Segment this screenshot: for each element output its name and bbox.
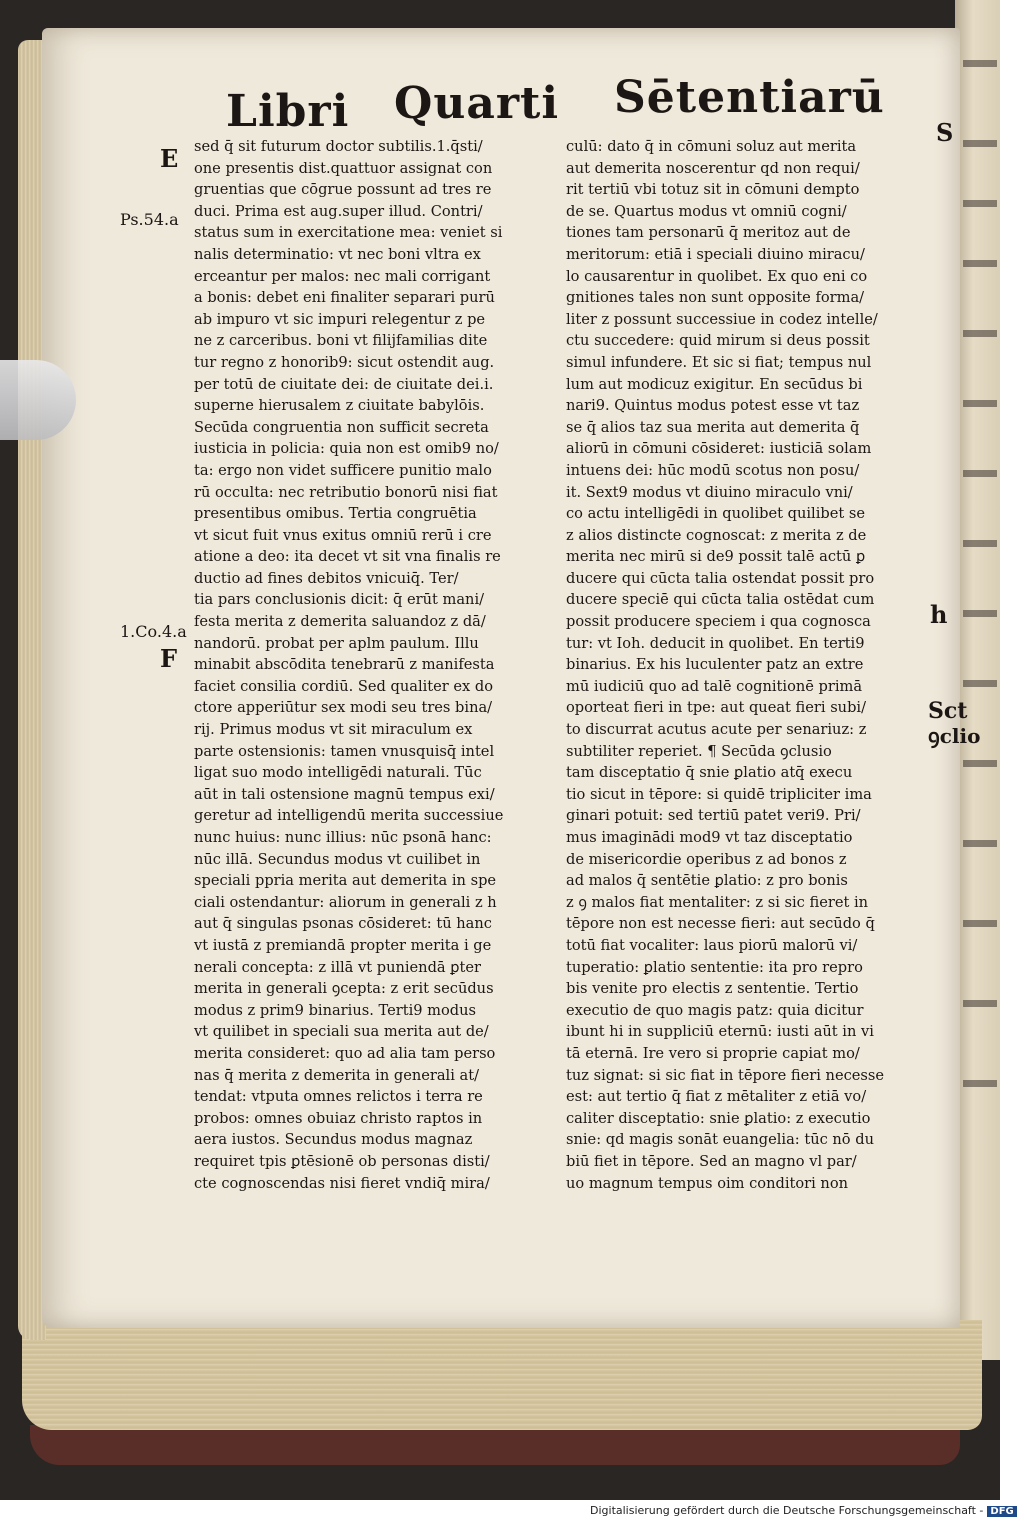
text-line: rū occulta: nec retributio bonorū nisi fiat — [194, 483, 498, 501]
running-head-word: Sētentiarū — [614, 72, 885, 123]
text-line: tā eternā. Ire vero si proprie capiat mo/ — [566, 1044, 860, 1062]
text-line: nandorū. probat per aplm paulum. Illu — [194, 634, 479, 652]
text-line: bis venite pro electis z sententie. Tertio — [566, 980, 859, 998]
text-line: probos: omnes obuiaz christo raptos in — [194, 1109, 483, 1127]
text-line: it. Sext9 modus vt diuino miraculo vni/ — [566, 483, 853, 501]
margin-reference: 1.Co.4.a — [120, 622, 187, 641]
text-line: biū fiet in tēpore. Sed an magno vl par/ — [566, 1152, 857, 1170]
text-line: merita in generali ꝯcepta: z erit secūdus — [194, 980, 494, 998]
text-line: duci. Prima est aug.super illud. Contri/ — [194, 202, 483, 220]
running-head — [0, 72, 1000, 142]
text-line: geretur ad intelligendū merita successiue — [194, 807, 504, 825]
text-line: tio sicut in tēpore: si quidē tripliciter ima — [566, 785, 872, 803]
text-line: subtiliter reperiet. ¶ Secūda ꝯclusio — [566, 742, 832, 760]
text-line: uo magnum tempus oim conditori non — [566, 1174, 849, 1192]
text-line: rit tertiū vbi totuz sit in cōmuni dempto — [566, 181, 860, 199]
facing-page-text: Sct — [928, 698, 968, 724]
text-line: ab impuro vt sic impuri relegentur z pe — [194, 310, 486, 328]
text-line: faciet consilia cordiū. Sed qualiter ex do — [194, 677, 494, 695]
margin-letter: S — [936, 118, 954, 147]
text-line: ductio ad fines debitos vnicuiq̄. Ter/ — [194, 569, 459, 587]
margin-letter: h — [930, 600, 948, 629]
text-line: oporteat fieri in tpe: aut queat fieri subi/ — [566, 699, 867, 717]
text-line: co actu intelligēdi in quolibet quilibet se — [566, 505, 865, 523]
text-line: tia pars conclusionis dicit: q̄ erūt mani/ — [194, 591, 485, 609]
text-line: status sum in exercitatione mea: veniet si — [194, 224, 503, 242]
text-line: simul infundere. Et sic si fiat; tempus nul — [566, 353, 872, 371]
text-column-right — [566, 136, 916, 1194]
text-line: tuz signat: si sic fiat in tēpore fieri necesse — [566, 1066, 885, 1084]
text-line: ne z carceribus. boni vt filijfamilias dite — [194, 332, 488, 350]
text-line: mū iudiciū quo ad talē cognitionē primā — [566, 677, 863, 695]
text-line: ciali ostendantur: aliorum in generali z h — [194, 893, 497, 911]
text-line: lum aut modicuz exigitur. En secūdus bi — [566, 375, 863, 393]
margin-reference: Ps.54.a — [120, 210, 179, 229]
text-line: minabit abscōdita tenebrarū z manifesta — [194, 656, 495, 674]
text-line: atione a deo: ita decet vt sit vna finalis re — [194, 548, 501, 566]
text-line: meritorum: etiā i speciali diuino miracu/ — [566, 245, 865, 263]
text-line: per totū de ciuitate dei: de ciuitate dei.i. — [194, 375, 494, 393]
text-line: erceantur per malos: nec mali corrigant — [194, 267, 491, 285]
text-line: ad malos q̄ sentētie ꝑlatio: z pro bonis — [566, 872, 848, 890]
text-line: presentibus omibus. Tertia congruētia — [194, 505, 477, 523]
page-stack-edge — [22, 1320, 982, 1430]
text-line: ducere qui cūcta talia ostendat possit pro — [566, 569, 875, 587]
text-line: tur: vt Ioh. deducit in quolibet. En terti9 — [566, 634, 865, 652]
text-line: de se. Quartus modus vt omniū cogni/ — [566, 202, 847, 220]
text-line: sed q̄ sit futurum doctor subtilis.1.q̄sti/ — [194, 138, 483, 155]
text-line: a bonis: debet eni finaliter separari purū — [194, 289, 495, 307]
text-line: tuperatio: ꝑlatio sententie: ita pro repro — [566, 958, 863, 976]
text-line: possit producere speciem i qua cognosca — [566, 613, 871, 631]
text-line: nūc illā. Secundus modus vt cuilibet in — [194, 850, 481, 868]
text-line: nunc huius: nunc illius: nūc psonā hanc: — [194, 829, 492, 846]
text-line: caliter disceptatio: snie ꝑlatio: z executio — [566, 1109, 871, 1127]
facing-page — [955, 0, 1000, 1360]
text-line: ctu succedere: quid mirum si deus possit — [566, 332, 870, 350]
text-line: se q̄ alios taz sua merita aut demerita q̄ — [566, 418, 860, 436]
text-line: vt iustā z premiandā propter merita i ge — [194, 936, 492, 954]
text-line: tur regno z honorib9: sicut ostendit aug. — [194, 353, 495, 371]
text-line: rij. Primus modus vt sit miraculum ex — [194, 721, 473, 739]
text-column-left — [194, 136, 546, 1194]
text-line: one presentis dist.quattuor assignat con — [194, 159, 493, 177]
digitization-credit — [590, 1504, 1014, 1520]
text-line: aut q̄ singulas psonas cōsideret: tū hanc — [194, 915, 492, 933]
dfg-logo: DFG — [987, 1506, 1016, 1517]
text-line: aera iustos. Secundus modus magnaz — [194, 1131, 473, 1149]
text-line: tam disceptatio q̄ snie ꝑlatio atq̄ execu — [566, 764, 853, 782]
running-head-word: Libri — [226, 86, 350, 137]
text-line: aūt in tali ostensione magnū tempus exi/ — [194, 785, 495, 803]
text-line: merita nec mirū si de9 possit talē actū ꝑ — [566, 548, 866, 566]
text-line: aut demerita noscerentur qd non requi/ — [566, 159, 860, 177]
text-line: superne hierusalem z ciuitate babylōis. — [194, 397, 485, 415]
text-line: merita consideret: quo ad alia tam perso — [194, 1044, 496, 1062]
text-line: iusticia in policia: quia non est omib9 no/ — [194, 440, 499, 458]
running-head-word: Quarti — [394, 78, 560, 129]
text-line: nari9. Quintus modus potest esse vt taz — [566, 397, 860, 415]
facing-page-text: ꝯclio — [928, 724, 981, 748]
text-line: cte cognoscendas nisi fieret vndiq̄ mira/ — [194, 1174, 490, 1192]
margin-initial: F — [160, 644, 178, 673]
text-line: nerali concepta: z illā vt puniendā ꝑter — [194, 958, 482, 976]
text-line: vt quilibet in speciali sua merita aut de/ — [194, 1023, 489, 1041]
text-line: gnitiones tales non sunt opposite forma/ — [566, 289, 865, 307]
text-line: ligat suo modo intelligēdi naturali. Tūc — [194, 764, 482, 782]
text-line: ducere speciē qui cūcta talia ostēdat cum — [566, 591, 875, 609]
text-line: tēpore non est necesse fieri: aut secūdo q̄ — [566, 915, 875, 933]
text-line: parte ostensionis: tamen vnusquisq̄ intel — [194, 742, 495, 760]
text-line: culū: dato q̄ in cōmuni soluz aut merita — [566, 138, 857, 155]
text-line: mus imaginādi mod9 vt taz disceptatio — [566, 829, 853, 846]
text-line: festa merita z demerita saluandoz z dā/ — [194, 613, 486, 631]
margin-initial: E — [160, 144, 179, 173]
text-line: ctore apperiūtur sex modi seu tres bina/ — [194, 699, 493, 717]
text-line: Secūda congruentia non sufficit secreta — [194, 418, 489, 436]
text-line: lo causarentur in quolibet. Ex quo eni co — [566, 267, 868, 285]
text-line: est: aut tertio q̄ fiat z mētaliter z etiā vo/ — [566, 1088, 867, 1106]
credit-text: Digitalisierung gefördert durch die Deutsche Forschungsgemeinschaft - — [590, 1504, 984, 1517]
text-line: ibunt hi in suppliciū eternū: iusti aūt in vi — [566, 1023, 874, 1041]
text-line: to discurrat acutus acute per senariuz: z — [566, 721, 867, 739]
text-line: nas q̄ merita z demerita in generali at/ — [194, 1066, 480, 1084]
text-line: tiones tam personarū q̄ meritoz aut de — [566, 224, 851, 242]
text-line: snie: qd magis sonāt euangelia: tūc nō du — [566, 1131, 874, 1149]
text-line: liter z possunt successiue in codez intelle/ — [566, 310, 878, 328]
text-line: z ꝯ malos fiat mentaliter: z si sic fieret in — [566, 893, 869, 911]
text-line: binarius. Ex his luculenter patz an extre — [566, 656, 864, 674]
text-line: nalis determinatio: vt nec boni vltra ex — [194, 245, 481, 263]
text-line: intuens dei: hūc modū scotus non posu/ — [566, 461, 860, 479]
text-line: executio de quo magis patz: quia dicitur — [566, 1001, 864, 1019]
text-line: aliorū in cōmuni cōsideret: iusticiā solam — [566, 440, 872, 458]
text-line: modus z prim9 binarius. Terti9 modus — [194, 1001, 477, 1019]
text-line: ta: ergo non videt sufficere punitio malo — [194, 461, 492, 479]
text-line: speciali ppria merita aut demerita in spe — [194, 872, 497, 890]
text-line: totū fiat vocaliter: laus piorū malorū vi/ — [566, 936, 858, 954]
text-line: de misericordie operibus z ad bonos z — [566, 850, 847, 868]
book-cover — [30, 1425, 960, 1465]
text-line: ginari potuit: sed tertiū patet veri9. Pri/ — [566, 807, 861, 825]
text-line: tendat: vtputa omnes relictos i terra re — [194, 1088, 483, 1106]
text-line: gruentias que cōgrue possunt ad tres re — [194, 181, 492, 199]
text-line: vt sicut fuit vnus exitus omniū rerū i cre — [194, 526, 492, 544]
text-line: z alios distincte cognoscat: z merita z de — [566, 526, 867, 544]
text-line: requiret tpis ꝑtēsionē ob personas disti/ — [194, 1152, 490, 1170]
